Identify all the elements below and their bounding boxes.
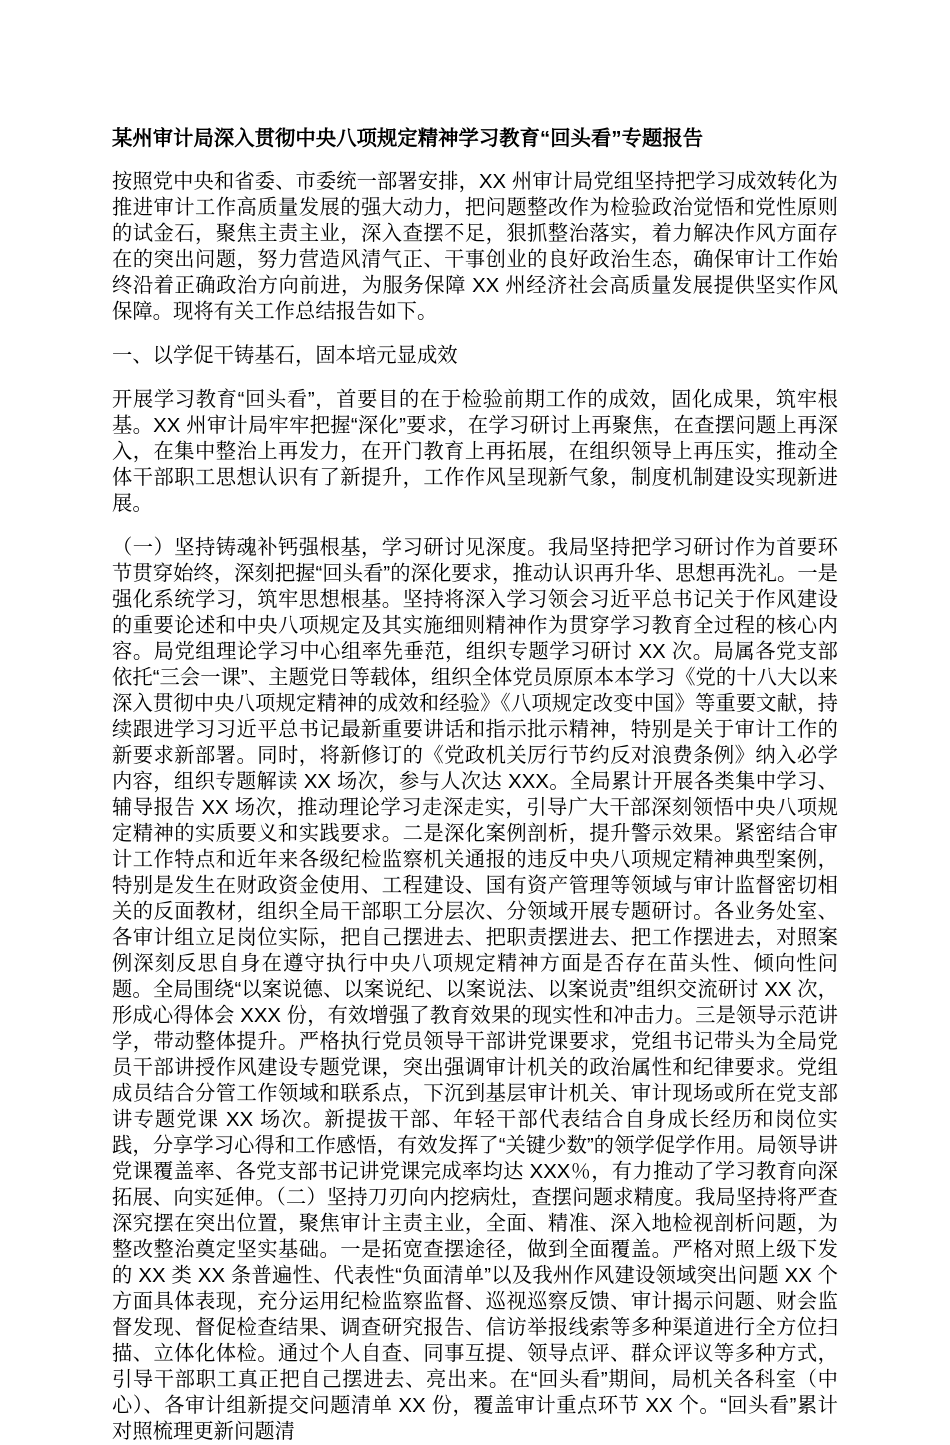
paragraph-intro: 按照党中央和省委、市委统一部署安排，XX 州审计局党组坚持把学习成效转化为推进审计工作高质量发展的强大动力，把问题整改作为检验政治觉悟和党性原则的试金石，聚焦主责主业，深入查摆不足，狠抓整治落实，着力解决作风方面存在的突出问题，努力营造风清气正、干事创业的良好政治生态，确保审计工作始终沿着正确政治方向前进，为服务保障 XX 州经济社会高质量发展提供坚实作风保障。现将有关工作总结报告如下。 bbox=[112, 171, 838, 323]
paragraph-subsection-one: （一）坚持铸魂补钙强根基，学习研讨见深度。我局坚持把学习研讨作为首要环节贯穿始终，深刻把握“回头看”的深化要求，推动认识再升华、思想再洗礼。一是强化系统学习，筑牢思想根基。坚持将深入学习领会习近平总书记关于作风建设的重要论述和中央八项规定及其实施细则精神作为贯穿学习教育全过程的核心内容。局党组理论学习中心组率先垂范，组织专题学习研讨 XX 次。局属各党支部依托“三会一课”、主题党日等载体，组织全体党员原原本本学习《党的十八大以来深入贯彻中央八项规定精神的成效和经验》《八项规定改变中国》等重要文献，持续跟进学习习近平总书记最新重要讲话和指示批示精神，特别是关于审计工作的新要求新部署。同时，将新修订的《党政机关厉行节约反对浪费条例》纳入必学内容，组织专题解读 XX 场次，参与人次达 XXX。全局累计开展各类集中学习、辅导报告 XX 场次，推动理论学习走深走实，引导广大干部深刻领悟中央八项规定精神的实质要义和实践要求。二是深化案例剖析，提升警示效果。紧密结合审计工作特点和近年来各级纪检监察机关通报的违反中央八项规定精神典型案例，特别是发生在财政资金使用、工程建设、国有资产管理等领域与审计监督密切相关的反面教材，组织全局干部职工分层次、分领域开展专题研讨。各业务处室、各审计组立足岗位实际，把自己摆进去、把职责摆进去、把工作摆进去，对照案例深刻反思自身在遵守执行中央八项规定精神方面是否存在苗头性、倾向性问题。全局围绕“以案说德、以案说纪、以案说法、以案说责”组织交流研讨 XX 次，形成心得体会 XXX 份，有效增强了教育效果的现实性和冲击力。三是领导示范讲学，带动整体提升。严格执行党员领导干部讲党课要求，党组书记带头为全局党员干部讲授作风建设专题党课，突出强调审计机关的政治属性和纪律要求。党组成员结合分管工作领域和联系点，下沉到基层审计机关、审计现场或所在党支部讲专题党课 XX 场次。新提拔干部、年轻干部代表结合自身成长经历和岗位实践，分享学习心得和工作感悟，有效发挥了“关键少数”的领学促学作用。局领导讲党课覆盖率、各党支部书记讲党课完成率均达 XXX％，有力推动了学习教育向深拓展、向实延伸。（二）坚持刀刃向内挖病灶，查摆问题求精度。我局坚持将严查深究摆在突出位置，聚焦审计主责主业，全面、精准、深入地检视剖析问题，为整改整治奠定坚实基础。一是拓宽查摆途径，做到全面覆盖。严格对照上级下发的 XX 类 XX 条普遍性、代表性“负面清单”以及我州作风建设领域突出问题 XX 个方面具体表现，充分运用纪检监察监督、巡视巡察反馈、审计揭示问题、财会监督发现、督促检查结果、调查研究报告、信访举报线索等多种渠道进行全方位扫描、立体化体检。通过个人自查、同事互提、领导点评、群众评议等多种方式，引导干部职工真正把自己摆进去、亮出来。在“回头看”期间，局机关各科室（中心）、各审计组新提交问题清单 XX 份，覆盖审计重点环节 XX 个。“回头看”累计对照梳理更新问题清 bbox=[112, 537, 838, 1443]
document-body bbox=[112, 126, 838, 1445]
paragraph-section1-intro: 开展学习教育“回头看”，首要目的在于检验前期工作的成效，固化成果，筑牢根基。XX 州审计局牢牢把握“深化”要求，在学习研讨上再聚焦，在查摆问题上再深入，在集中整治上再发力，在开门教育上再拓展，在组织领导上再压实，推动全体干部职工思想认识有了新提升，工作作风呈现新气象，制度机制建设实现新进展。 bbox=[112, 389, 838, 515]
section-heading-1: 一、以学促干铸基石，固本培元显成效 bbox=[112, 345, 458, 367]
document-title: 某州审计局深入贯彻中央八项规定精神学习教育“回头看”专题报告 bbox=[112, 128, 704, 150]
